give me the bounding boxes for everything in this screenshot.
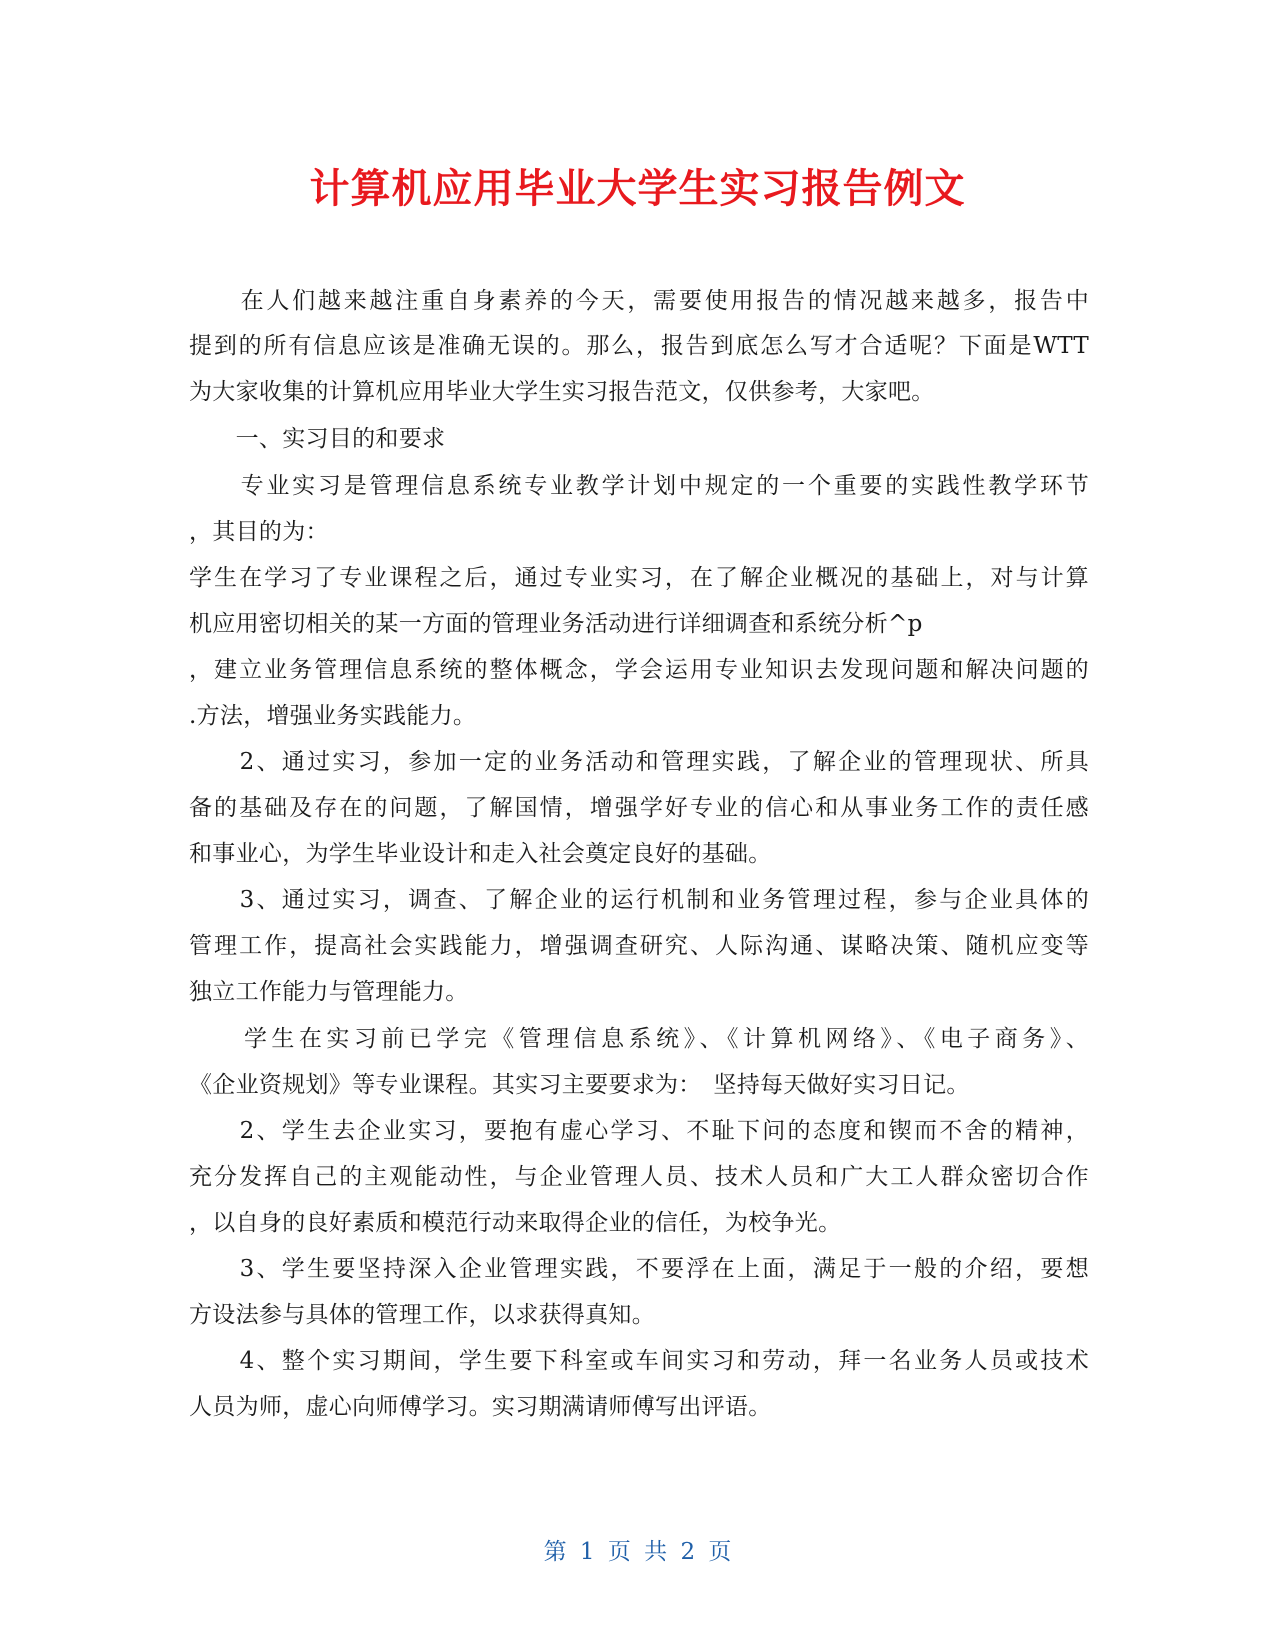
body-line: 在人们越来越注重自身素养的今天，需要使用报告的情况越来越多，报告中	[189, 288, 1089, 314]
body-line: 管理工作，提高社会实践能力，增强调查研究、人际沟通、谋略决策、随机应变等	[189, 933, 1089, 959]
body-line: ，建立业务管理信息系统的整体概念，学会运用专业知识去发现问题和解决问题的	[189, 657, 1089, 683]
body-line: 学生在学习了专业课程之后，通过专业实习，在了解企业概况的基础上，对与计算	[189, 565, 1089, 591]
body-line: 机应用密切相关的某一方面的管理业务活动进行详细调查和系统分析^p	[189, 611, 923, 637]
section-heading: 一、实习目的和要求	[189, 426, 446, 452]
body-line: ，其目的为：	[189, 519, 329, 545]
body-line: .方法，增强业务实践能力。	[189, 703, 477, 729]
body-line: 备的基础及存在的问题，了解国情，增强学好专业的信心和从事业务工作的责任感	[189, 795, 1089, 821]
body-line: 为大家收集的计算机应用毕业大学生实习报告范文，仅供参考，大家吧。	[189, 379, 935, 405]
body-line: 学生在实习前已学完《管理信息系统》、《计算机网络》、《电子商务》、	[189, 1026, 1089, 1052]
body-line: 2、学生去企业实习，要抱有虚心学习、不耻下问的态度和锲而不舍的精神，	[189, 1118, 1089, 1144]
body-line: 专业实习是管理信息系统专业教学计划中规定的一个重要的实践性教学环节	[189, 473, 1089, 499]
body-line: 充分发挥自己的主观能动性，与企业管理人员、技术人员和广大工人群众密切合作	[189, 1164, 1089, 1190]
body-line: 3、学生要坚持深入企业管理实践，不要浮在上面，满足于一般的介绍，要想	[189, 1256, 1089, 1282]
body-line: 3、通过实习，调查、了解企业的运行机制和业务管理过程，参与企业具体的	[189, 887, 1089, 913]
body-line: 《企业资规划》等专业课程。其实习主要要求为： 坚持每天做好实习日记。	[189, 1072, 970, 1098]
body-line: 提到的所有信息应该是准确无误的。那么，报告到底怎么写才合适呢？下面是WTT	[189, 333, 1089, 359]
document-title: 计算机应用毕业大学生实习报告例文	[309, 166, 966, 212]
body-line: 2、通过实习，参加一定的业务活动和管理实践，了解企业的管理现状、所具	[189, 749, 1089, 775]
body-line: 人员为师，虚心向师傅学习。实习期满请师傅写出评语。	[189, 1394, 772, 1420]
body-line: 和事业心，为学生毕业设计和走入社会奠定良好的基础。	[189, 841, 772, 867]
body-line: 4、整个实习期间，学生要下科室或车间实习和劳动，拜一名业务人员或技术	[189, 1348, 1089, 1374]
body-line: 方设法参与具体的管理工作，以求获得真知。	[189, 1302, 655, 1328]
body-line: ，以自身的良好素质和模范行动来取得企业的信任，为校争光。	[189, 1210, 842, 1236]
page-number: 第 1 页 共 2 页	[543, 1539, 732, 1565]
body-line: 独立工作能力与管理能力。	[189, 979, 469, 1005]
